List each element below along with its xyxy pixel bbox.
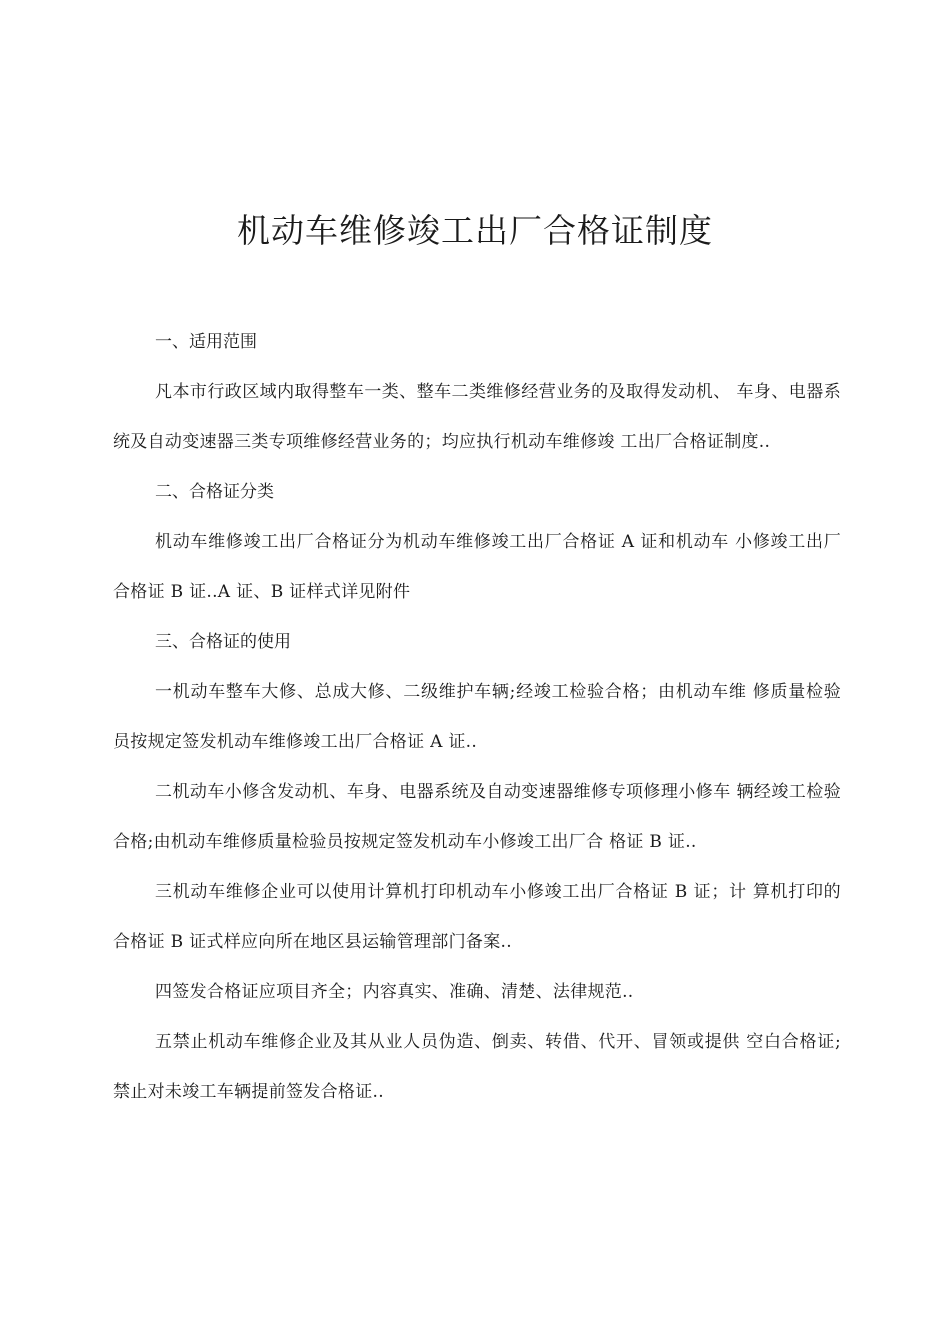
section-heading-scope: 一、适用范围	[155, 332, 257, 352]
paragraph-usage-4: 四签发合格证应项目齐全；内容真实、准确、清楚、法律规范..	[155, 982, 634, 1002]
document-body	[113, 317, 841, 1117]
document-title: 机动车维修竣工出厂合格证制度	[237, 211, 713, 250]
paragraph-classification: 机动车维修竣工出厂合格证分为机动车维修竣工出厂合格证 A 证和机动车 小修竣工出厂合格证 B 证..A 证、B 证样式详见附件	[113, 532, 841, 602]
paragraph-usage-3: 三机动车维修企业可以使用计算机打印机动车小修竣工出厂合格证 B 证；计 算机打印的合格证 B 证式样应向所在地区县运输管理部门备案..	[113, 882, 841, 952]
paragraph-usage-2: 二机动车小修含发动机、车身、电器系统及自动变速器维修专项修理小修车 辆经竣工检验合格;由机动车维修质量检验员按规定签发机动车小修竣工出厂合 格证 B 证..	[113, 782, 841, 852]
paragraph-usage-1: 一机动车整车大修、总成大修、二级维护车辆;经竣工检验合格；由机动车维 修质量检验员按规定签发机动车维修竣工出厂合格证 A 证..	[113, 682, 841, 752]
paragraph-scope: 凡本市行政区域内取得整车一类、整车二类维修经营业务的及取得发动机、 车身、电器系统及自动变速器三类专项维修经营业务的；均应执行机动车维修竣 工出厂合格证制度..	[113, 382, 841, 452]
section-heading-classification: 二、合格证分类	[155, 482, 274, 502]
paragraph-usage-5: 五禁止机动车维修企业及其从业人员伪造、倒卖、转借、代开、冒领或提供 空白合格证;禁止对未竣工车辆提前签发合格证..	[113, 1032, 841, 1102]
section-heading-usage: 三、合格证的使用	[155, 632, 291, 652]
